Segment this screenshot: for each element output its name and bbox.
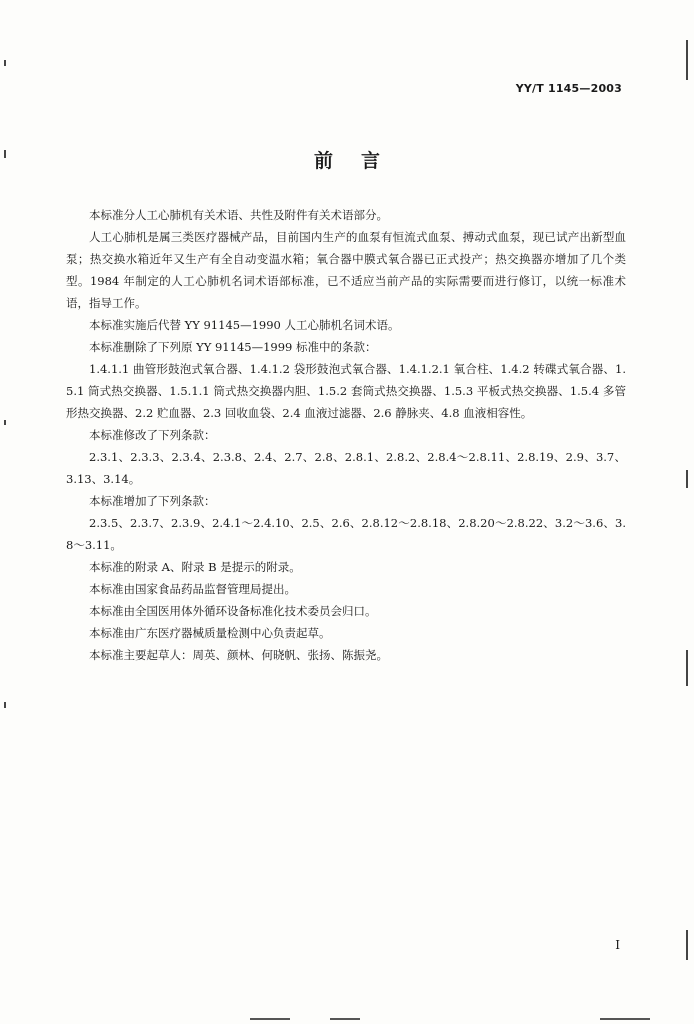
scan-edge-mark xyxy=(686,650,688,686)
page-title: 前言 xyxy=(313,150,408,172)
paragraph-replaces: 本标准实施后代替 YY 91145—1990 人工心肺机名词术语。 xyxy=(89,318,400,332)
paragraph-deleted-clauses: 1.4.1.1 曲管形鼓泡式氧合器、1.4.1.2 袋形鼓泡式氧合器、1.4.1.2.1 氧合柱、1.4.2 转碟式氧合器、1.5.1 筒式热交换器、1.5.1.1 筒式热交换器内胆、1.5.2 套筒式热交换器、1.5.3 平板式热交换器、1.5.4 多管形热交换器、2.2 贮血器、2.3 回收血袋、2.4 血液过滤器、2.6 静脉夹、4.8 血液相容性。 xyxy=(66,362,626,420)
scan-speck xyxy=(250,1018,290,1020)
paragraph-added-clauses: 2.3.5、2.3.7、2.3.9、2.4.1～2.4.10、2.5、2.6、2.8.12～2.8.18、2.8.20～2.8.22、3.2～3.6、3.8～3.11。 xyxy=(66,516,626,552)
page-number: I xyxy=(615,938,620,952)
paragraph-modified-clauses: 2.3.1、2.3.3、2.3.4、2.3.8、2.4、2.7、2.8、2.8.1、2.8.2、2.8.4～2.8.11、2.8.19、2.9、3.7、3.13、3.14。 xyxy=(66,450,626,486)
paragraph-drafters: 本标准主要起草人：周英、颜林、何晓帆、张扬、陈振尧。 xyxy=(89,648,388,662)
paragraph-scope: 本标准分人工心肺机有关术语、共性及附件有关术语部分。 xyxy=(89,208,388,222)
paragraph-added-intro: 本标准增加了下列条款： xyxy=(89,494,216,508)
paragraph-drafted-by: 本标准由广东医疗器械质量检测中心负责起草。 xyxy=(89,626,331,640)
paragraph-proposed-by: 本标准由国家食品药品监督管理局提出。 xyxy=(89,582,296,596)
paragraph-background: 人工心肺机是属三类医疗器械产品，目前国内生产的血泵有恒流式血泵、搏动式血泵，现已试产出新型血泵；热交换水箱近年又生产有全自动变温水箱；氧合器中膜式氧合器已正式投产；热交换器亦增加了几个类型。1984 年制定的人工心肺机名词术语部标准，已不适应当前产品的实际需要而进行修订，以统一标准术语，指导工作。 xyxy=(66,230,626,310)
scan-edge-mark xyxy=(686,40,688,80)
paragraph-deleted-intro: 本标准删除了下列原 YY 91145—1999 标准中的条款： xyxy=(89,340,377,354)
scan-edge-mark xyxy=(4,60,6,66)
scan-edge-mark xyxy=(686,930,688,960)
scan-edge-mark xyxy=(4,702,6,708)
scan-edge-mark xyxy=(4,420,6,425)
foreword-body xyxy=(66,204,626,666)
standard-number: YY/T 1145—2003 xyxy=(515,82,622,95)
scan-edge-mark xyxy=(686,470,688,488)
paragraph-modified-intro: 本标准修改了下列条款： xyxy=(89,428,216,442)
paragraph-administered-by: 本标准由全国医用体外循环设备标准化技术委员会归口。 xyxy=(89,604,377,618)
paragraph-annexes: 本标准的附录 A、附录 B 是提示的附录。 xyxy=(89,560,301,574)
scan-edge-mark xyxy=(4,150,6,158)
scan-speck xyxy=(600,1018,650,1020)
scan-speck xyxy=(330,1018,360,1020)
